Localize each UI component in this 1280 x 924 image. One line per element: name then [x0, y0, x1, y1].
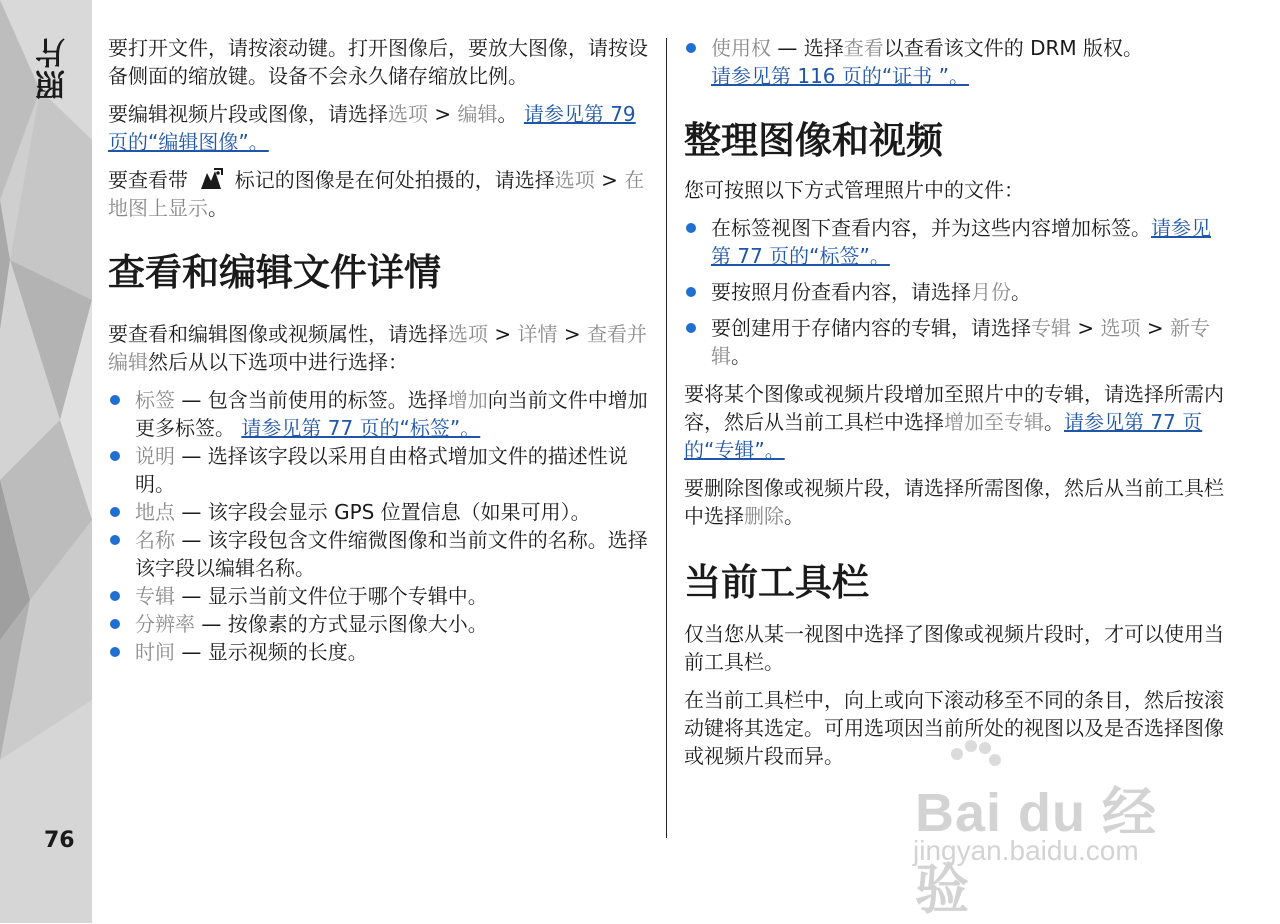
column-divider — [666, 38, 667, 838]
menu-edit: 编辑 — [457, 102, 498, 126]
dash: — — [195, 612, 228, 636]
bullet-icon — [110, 591, 120, 601]
text: 选择该字段以采用自由格式增加文件的描述性说明。 — [135, 444, 628, 496]
dash: — — [175, 584, 208, 608]
bullet-icon — [110, 395, 120, 405]
separator: > — [488, 322, 518, 346]
text: 包含当前使用的标签。选择 — [207, 388, 448, 412]
link-albums[interactable]: 请参见第 77 页的“专辑”。 — [684, 410, 1203, 462]
text: 以查看该文件的 DRM 版权。 — [883, 36, 1143, 60]
bullet-icon — [110, 507, 120, 517]
menu-show-on-map: 在地图上显示 — [108, 168, 645, 220]
paragraph-open-file: 要打开文件，请按滚动键。打开图像后，要放大图像，请按设备侧面的缩放键。设备不会永久储存缩放比例。 — [108, 36, 648, 88]
dash: — — [771, 36, 804, 60]
paragraph-edit — [108, 100, 656, 156]
text: 按像素的方式显示图像大小。 — [227, 612, 488, 636]
bullet-icon — [110, 647, 120, 657]
list-item-tags — [108, 386, 656, 442]
bullet-icon — [686, 323, 696, 333]
list-item-description — [108, 442, 656, 498]
paragraph-location — [108, 166, 656, 222]
details-list — [108, 386, 656, 666]
text: 该字段包含文件缩微图像和当前文件的名称。选择该字段以编辑名称。 — [135, 528, 648, 580]
menu-view-edit: 查看并编辑 — [108, 322, 647, 374]
term: 专辑 — [135, 584, 175, 608]
separator: > — [594, 168, 625, 192]
link-certificates[interactable]: 请参见第 116 页的“证书 ”。 — [711, 64, 969, 88]
text: 该字段会显示 GPS 位置信息（如果可用）。 — [207, 500, 591, 524]
text: 要按照月份查看内容，请选择 — [711, 280, 971, 304]
dash: — — [175, 444, 208, 468]
dash: — — [175, 528, 208, 552]
separator: > — [1071, 316, 1101, 340]
paragraph-add-to-album — [684, 380, 1229, 464]
term: 说明 — [135, 444, 175, 468]
paragraph-organize-intro: 您可按照以下方式管理照片中的文件： — [684, 178, 1024, 202]
text: 要删除图像或视频片段，请选择所需图像，然后从当前工具栏中选择 — [684, 476, 1224, 528]
list-item-name — [108, 526, 656, 582]
text: 然后从以下选项中进行选择： — [148, 350, 408, 374]
bullet-icon — [110, 535, 120, 545]
baidu-watermark — [905, 740, 1205, 920]
text: 在标签视图下查看内容，并为这些内容增加标签。 — [711, 216, 1151, 240]
text: 。 — [784, 504, 804, 528]
drm-list — [684, 34, 1229, 90]
menu-options: 选项 — [1100, 316, 1141, 340]
organize-list — [684, 214, 1229, 370]
text: 。 — [1044, 410, 1064, 434]
satellite-pin-icon — [198, 167, 224, 191]
text: 。 — [497, 102, 524, 126]
paragraph-details-intro — [108, 320, 656, 376]
menu-delete: 删除 — [744, 504, 784, 528]
text: 要编辑视频片段或图像，请选择 — [108, 102, 388, 126]
list-item-months — [684, 278, 1229, 306]
text: 要查看带 — [108, 168, 195, 192]
menu-options: 选项 — [388, 102, 428, 126]
text: 要查看和编辑图像或视频属性，请选择 — [108, 322, 448, 346]
menu-add-to-album: 增加至专辑 — [944, 410, 1044, 434]
chapter-sidebar — [0, 0, 92, 923]
list-item-time — [108, 638, 656, 666]
link-tags[interactable]: 请参见第 77 页的“标签”。 — [241, 416, 481, 440]
text: 。 — [1011, 280, 1031, 304]
menu-new-album: 新专辑 — [711, 316, 1210, 368]
list-item-location — [108, 498, 656, 526]
menu-options: 选项 — [554, 168, 595, 192]
bullet-icon — [110, 451, 120, 461]
bullet-icon — [110, 619, 120, 629]
list-item-tag-view — [684, 214, 1229, 270]
paragraph-delete — [684, 474, 1229, 530]
list-item-resolution — [108, 610, 656, 638]
right-column — [684, 34, 1229, 780]
link-edit-images[interactable]: 请参见第 79 页的“编辑图像”。 — [108, 102, 636, 154]
menu-add: 增加 — [447, 388, 488, 412]
dash: — — [175, 388, 208, 412]
paragraph-toolbar-usage: 在当前工具栏中，向上或向下滚动移至不同的条目，然后按滚动键将其选定。可用选项因当前所处的视图以及是否选择图像或视频片段而异。 — [684, 688, 1224, 768]
watermark-url: jingyan.baidu.com — [913, 835, 1139, 866]
heading-view-edit-details: 查看和编辑文件详情 — [108, 251, 441, 294]
heading-active-toolbar: 当前工具栏 — [684, 561, 869, 604]
text: 选择 — [803, 36, 844, 60]
menu-months: 月份 — [971, 280, 1011, 304]
term: 名称 — [135, 528, 175, 552]
paragraph-toolbar-availability: 仅当您从某一视图中选择了图像或视频片段时，才可以使用当前工具栏。 — [684, 622, 1224, 674]
menu-view: 查看 — [843, 36, 884, 60]
text: 向当前文件中增加更多标签。 — [135, 388, 648, 440]
term: 标签 — [135, 388, 175, 412]
chapter-title: 照片 — [36, 36, 71, 100]
menu-details: 详情 — [517, 322, 558, 346]
link-tags[interactable]: 请参见第 77 页的“标签”。 — [711, 216, 1211, 268]
separator: > — [428, 102, 458, 126]
dash: — — [175, 640, 208, 664]
term: 时间 — [135, 640, 175, 664]
menu-albums: 专辑 — [1031, 316, 1071, 340]
text: 要将某个图像或视频片段增加至照片中的专辑，请选择所需内容，然后从当前工具栏中选择 — [684, 382, 1224, 434]
watermark-brand: Bai du 经验 — [915, 783, 1158, 920]
separator: > — [1140, 316, 1170, 340]
separator: > — [557, 322, 587, 346]
list-item-create-album — [684, 314, 1229, 370]
text: 标记的图像是在何处拍摄的，请选择 — [228, 168, 555, 192]
bullet-icon — [686, 43, 696, 53]
text: 要创建用于存储内容的专辑，请选择 — [711, 316, 1031, 340]
heading-organize: 整理图像和视频 — [684, 119, 943, 162]
menu-options: 选项 — [448, 322, 488, 346]
list-item-rights — [684, 34, 1229, 90]
term: 地点 — [135, 500, 175, 524]
dash: — — [175, 500, 208, 524]
bullet-icon — [686, 287, 696, 297]
bullet-icon — [686, 223, 696, 233]
term: 分辨率 — [135, 612, 195, 636]
list-item-album — [108, 582, 656, 610]
page-number: 76 — [44, 828, 75, 853]
text: 。 — [208, 196, 228, 220]
text: 。 — [731, 344, 751, 368]
left-column — [108, 34, 656, 676]
term: 使用权 — [711, 36, 771, 60]
text: 显示当前文件位于哪个专辑中。 — [207, 584, 488, 608]
text: 显示视频的长度。 — [207, 640, 368, 664]
faceted-background — [0, 0, 92, 923]
